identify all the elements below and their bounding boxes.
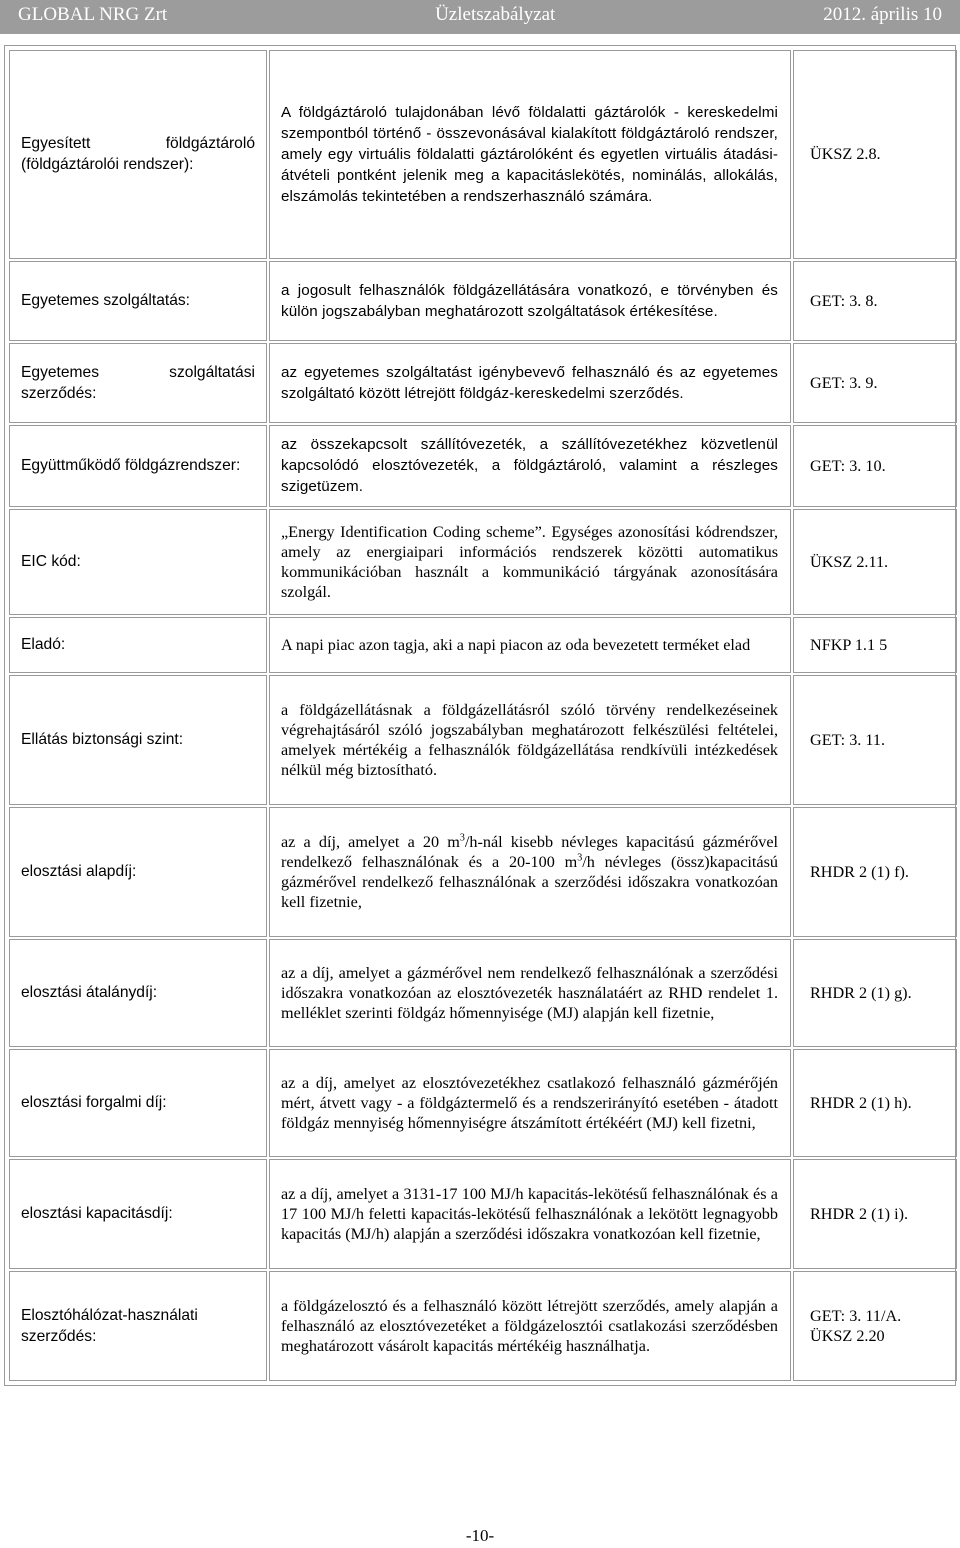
header-company: GLOBAL NRG Zrt (18, 4, 168, 25)
reference-cell: NFKP 1.1 5 (793, 617, 957, 673)
table-row (9, 617, 957, 673)
term-cell: EIC kód: (9, 509, 267, 615)
reference-cell: ÜKSZ 2.11. (793, 509, 957, 615)
term-cell: elosztási kapacitásdíj: (9, 1159, 267, 1269)
page-header (0, 0, 960, 34)
term-cell: elosztási átalánydíj: (9, 939, 267, 1047)
term-cell: Együttműködő földgázrendszer: (9, 425, 267, 507)
reference-cell: RHDR 2 (1) h). (793, 1049, 957, 1157)
reference-cell: GET: 3. 11. (793, 675, 957, 805)
table-row (9, 1271, 957, 1381)
reference-line: GET: 3. 11/A. (810, 1306, 902, 1325)
definition-cell: az a díj, amelyet a gázmérővel nem rendelkező felhasználónak a szerződési időszakra vonatkozóan az elosztóvezeték használatáért az RHD rendelet 1. melléklet szerinti földgáz hőmennyisége (MJ) alapján kell fizetnie, (269, 939, 791, 1047)
term-cell: Egyetemes szolgáltatás: (9, 261, 267, 341)
reference-cell: GET: 3. 8. (793, 261, 957, 341)
reference-cell: GET: 3. 10. (793, 425, 957, 507)
definition-cell: a földgázelosztó és a felhasználó között létrejött szerződés, amely alapján a felhasználó az elosztóvezetéket a földgázelosztói csatlakozási szerződésben meghatározott vásárolt kapacitás mértékéig használhatja. (269, 1271, 791, 1381)
header-document-title: Üzletszabályzat (435, 4, 556, 25)
table-row (9, 939, 957, 1047)
definition-cell: az egyetemes szolgáltatást igénybevevő felhasználó és az egyetemes szolgáltató között létrejött földgáz-kereskedelmi szerződés. (269, 343, 791, 423)
superscript: 3 (459, 832, 465, 844)
reference-cell: ÜKSZ 2.8. (793, 50, 957, 259)
definition-cell: az a díj, amelyet az elosztóvezetékhez csatlakozó felhasználó gázmérőjén mért, átvett vagy - a földgáztermelő és a rendszerirányító esetében - átadott földgáz mennyiség hőmennyiségre átszámított értékéért (MJ) kell fizetni, (269, 1049, 791, 1157)
definition-cell: a jogosult felhasználók földgázellátására vonatkozó, e törvényben és külön jogszabályban meghatározott szolgáltatások értékesítése. (269, 261, 791, 341)
superscript: 3 (577, 852, 583, 864)
reference-cell: RHDR 2 (1) g). (793, 939, 957, 1047)
term-cell: elosztási alapdíj: (9, 807, 267, 937)
definition-cell (269, 807, 791, 937)
table-row (9, 807, 957, 937)
definition-text: az a díj, amelyet a 20 m (281, 832, 460, 851)
reference-cell (793, 1271, 957, 1381)
term-cell: elosztási forgalmi díj: (9, 1049, 267, 1157)
definition-text: /h-nál kisebb névleges kapacitású gázmérővel rendelkező felhasználónak és a 20-100 m (281, 832, 778, 871)
definition-cell: „Energy Identification Coding scheme”. Egységes azonosítási kódrendszer, amely az energiaipari információs rendszerek közötti automatikus kommunikációban használt a kommunikáció tárgyának azonosítására szolgál. (269, 509, 791, 615)
term-cell: Eladó: (9, 617, 267, 673)
definitions-table (7, 48, 959, 1383)
definition-cell: az a díj, amelyet a 3131-17 100 MJ/h kapacitás-lekötésű felhasználónak és a 17 100 MJ/h feletti kapacitás-lekötésű felhasználónak a lekötött legnagyobb kapacitás (MJ/h) alapján a szerződési időszakra vonatkozóan kell fizetnie, (269, 1159, 791, 1269)
term-cell: Elosztóhálózat-használati szerződés: (9, 1271, 267, 1381)
definition-text: /h névleges (össz)kapacitású gázmérővel rendelkező felhasználónak a szerződési időszakra vonatkozóan kell fizetnie, (281, 852, 778, 911)
term-cell: Egyesített földgáztároló (földgáztárolói rendszer): (9, 50, 267, 259)
term-cell: Ellátás biztonsági szint: (9, 675, 267, 805)
reference-line: ÜKSZ 2.20 (810, 1326, 885, 1345)
definitions-table-frame (4, 45, 956, 1386)
header-date: 2012. április 10 (823, 4, 942, 25)
definition-cell: a földgázellátásnak a földgázellátásról szóló törvény rendelkezéseinek végrehajtásáról szóló jogszabályban meghatározott felkészülési feltételei, amelyek mértékéig a felhasználók földgázellátása rendkívüli intézkedések nélkül még biztosítható. (269, 675, 791, 805)
table-row (9, 1049, 957, 1157)
table-row (9, 343, 957, 423)
table-row (9, 675, 957, 805)
definition-cell: az összekapcsolt szállítóvezeték, a szállítóvezetékhez közvetlenül kapcsolódó elosztóvezeték, a földgáztároló, valamint a részleges szigetüzem. (269, 425, 791, 507)
table-row (9, 50, 957, 259)
definition-cell: A napi piac azon tagja, aki a napi piacon az oda bevezetett terméket elad (269, 617, 791, 673)
page-number: -10- (465, 1526, 495, 1545)
reference-cell: GET: 3. 9. (793, 343, 957, 423)
definition-cell: A földgáztároló tulajdonában lévő földalatti gáztárolók - kereskedelmi szempontból történő - összevonásával kialakított földgáztároló rendszer, amely egy virtuális földalatti gáztárolóként és egyetlen virtuális átadási-átvételi pontként jelenik meg a kapacitáslekötés, nominálás, allokálás, elszámolás tekintetében a rendszerhasználó számára. (269, 50, 791, 259)
term-cell: Egyetemes szolgáltatási szerződés: (9, 343, 267, 423)
table-row (9, 425, 957, 507)
table-row (9, 261, 957, 341)
table-row (9, 509, 957, 615)
reference-cell: RHDR 2 (1) f). (793, 807, 957, 937)
reference-cell: RHDR 2 (1) i). (793, 1159, 957, 1269)
table-row (9, 1159, 957, 1269)
